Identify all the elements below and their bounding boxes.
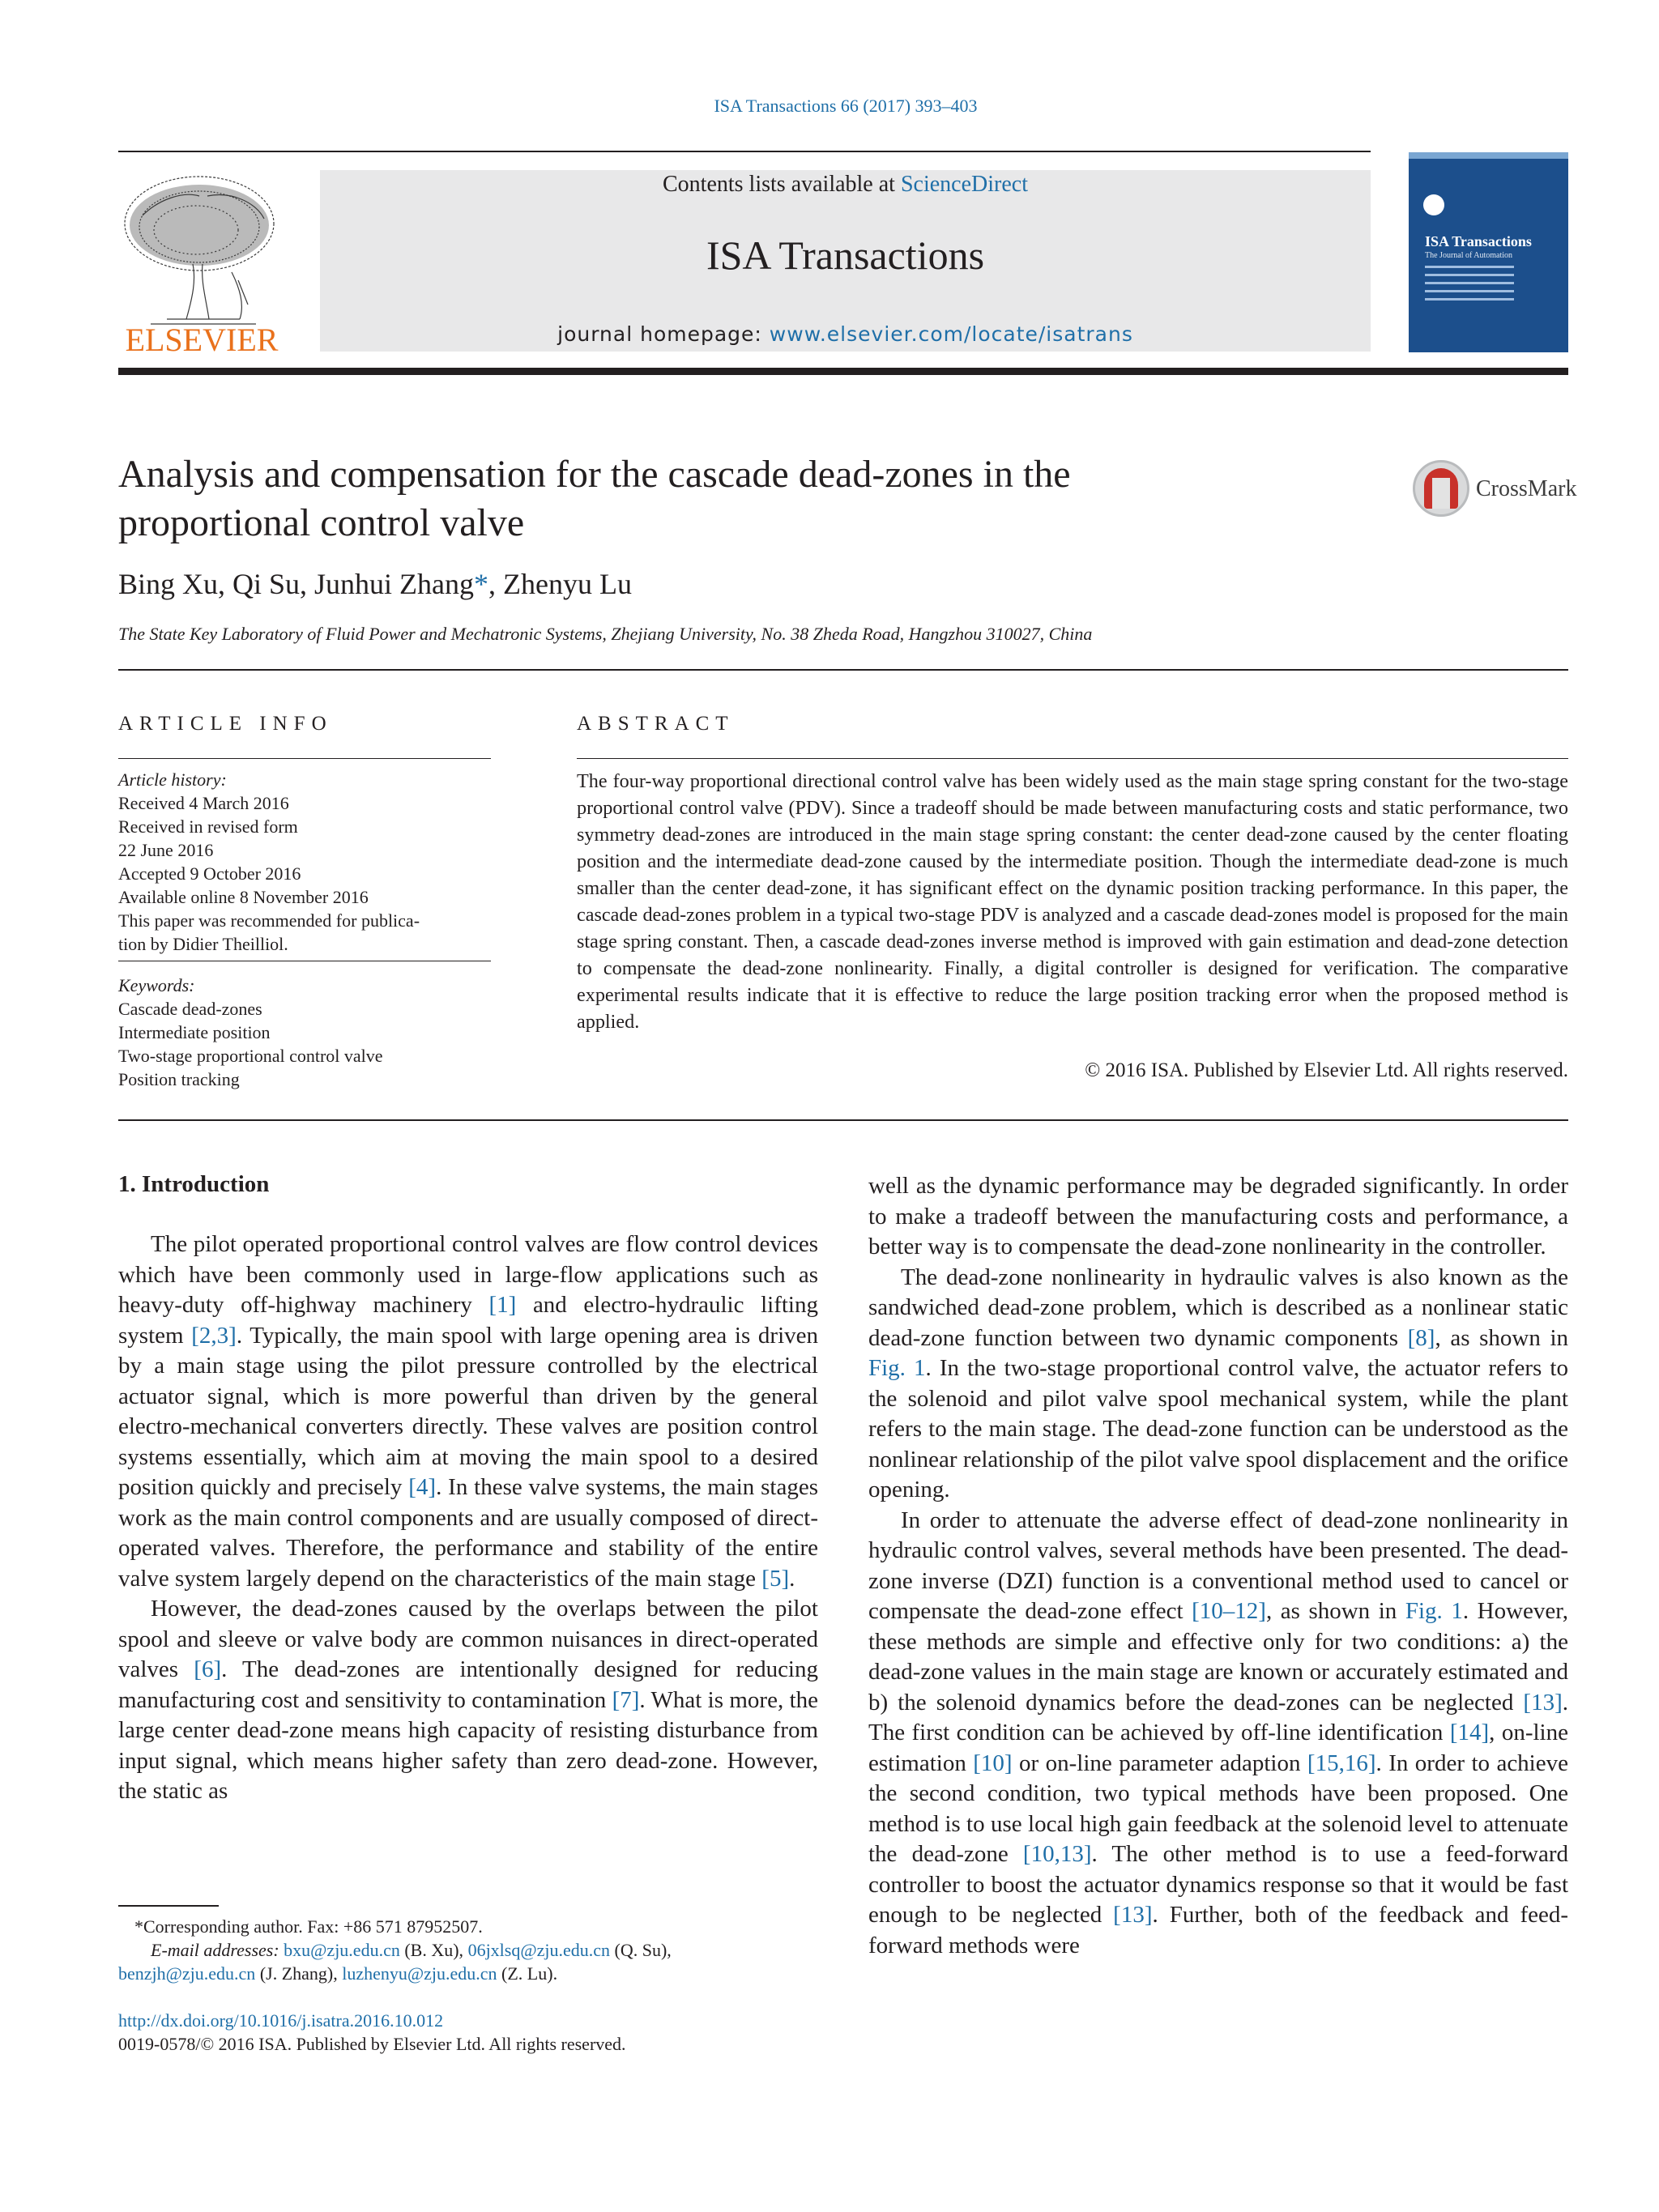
reference-link[interactable]: [2,3] [191, 1322, 237, 1349]
abstract-heading: ABSTRACT [577, 713, 735, 735]
reference-link[interactable]: [8] [1407, 1324, 1435, 1351]
article-title [118, 450, 1333, 548]
text-run: . What is more, the large center dead-zone means high capacity of resisting disturbance from input signal, which means higher safety than zero dead-zone. However, the static as [118, 1686, 819, 1804]
keyword: Two-stage proportional control valve [118, 1046, 383, 1066]
paragraph [118, 1230, 818, 1594]
corresponding-text: Corresponding author. Fax: +86 571 87952507. [143, 1916, 483, 1937]
text-run: . The other method is to use a feed-forward controller to boost the actuator dynamics response so that it would be fast enough to be neglected [868, 1841, 1569, 1928]
journal-cover-thumbnail[interactable] [1409, 152, 1568, 352]
title-line-2: proportional control valve [118, 501, 525, 544]
footnote-emails-cont [118, 1962, 847, 1985]
text-run: . Further, both of the feedback and feed-forward methods were [868, 1902, 1568, 1958]
reference-link[interactable]: [13] [1113, 1902, 1153, 1928]
history-item: Received 4 March 2016 [118, 793, 289, 813]
cover-band [1409, 152, 1568, 159]
paragraph [868, 1263, 1568, 1506]
text-run: . The dead-zones are intentionally designed for reducing manufacturing cost and sensitivity to contamination [118, 1656, 818, 1713]
header-divider [118, 669, 1568, 671]
reference-link[interactable]: [10–12] [1192, 1598, 1266, 1624]
article-info-heading: ARTICLE INFO [118, 713, 333, 735]
text-run: . Typically, the main spool with large opening area is driven by a main stage using the pilot pressure controlled by the electrical actuator signal, which is more powerful than driven by the general electro-mechanical converters directly. These valves are position control systems essentially, which aim at moving the main spool to a desired position quickly and precisely [118, 1322, 819, 1500]
email-owner: (B. Xu), [399, 1940, 468, 1960]
text-run: . However, these methods are simple and effective only for two conditions: a) the dead-zone values in the main stage are known or accurately estimated and b) the solenoid dynamics before the dead-zones can be neglected [868, 1598, 1569, 1715]
reference-link[interactable]: [13] [1523, 1689, 1563, 1715]
reference-link[interactable]: [15,16] [1307, 1750, 1376, 1776]
keyword: Position tracking [118, 1069, 240, 1089]
reference-link[interactable]: [1] [488, 1292, 517, 1318]
text-run: The pilot operated proportional control valves are flow control devices which have been commonly used in large-flow applications such as heavy-duty off-highway machinery [118, 1231, 818, 1318]
reference-link[interactable]: [10] [973, 1750, 1013, 1776]
reference-link[interactable]: Fig. 1 [868, 1355, 926, 1381]
abstract-text: The four-way proportional directional control valve has been widely used as the main stage spring constant for the two-stage proportional control valve (PDV). Since a tradeoff should be made between manufacturing costs and static performance, two symmetry dead-zones are introduced in the main stage spring constant: the center dead-zone caused by the center floating position and the intermediate dead-zone caused by the intermediate position. Though the intermediate dead-zone is much smaller than the center dead-zone, it has significant effect on the dynamic position tracking performance. In this paper, the cascade dead-zones problem in a typical two-stage PDV is analyzed and a cascade dead-zones model is proposed for the main stage spring constant. Then, a cascade dead-zones inverse method is improved with gain estimation and dead-zone detection to compensate the dead-zone nonlinearity. Finally, a digital controller is designed for verification. The comparative experimental results indicate that it is effective to reduce the large position tracking error when the proposed method is applied. [577, 770, 1568, 1033]
reference-link[interactable]: [5] [761, 1565, 790, 1592]
history-label: Article history: [118, 769, 227, 790]
paragraph [868, 1171, 1568, 1263]
crossmark-label: CrossMark [1476, 476, 1577, 501]
issn-line: 0019-0578/© 2016 ISA. Published by Elsevier Ltd. All rights reserved. [118, 2034, 626, 2054]
text-run: and electro-hydraulic lifting system [118, 1292, 818, 1349]
email-link[interactable]: 06jxlsq@zju.edu.cn [467, 1940, 611, 1960]
reference-link[interactable]: [6] [194, 1656, 222, 1682]
email-owner: (Z. Lu). [497, 1963, 558, 1984]
history-item: 22 June 2016 [118, 840, 214, 860]
text-run: well as the dynamic performance may be degraded significantly. In order to make a tradeoff between the manufacturing costs and performance, a better way is to compensate the dead-zone nonlinearity in the controller. [868, 1173, 1568, 1259]
abstract-bottom-divider [118, 1119, 1568, 1121]
journal-citation[interactable]: ISA Transactions 66 (2017) 393–403 [714, 96, 978, 116]
sciencedirect-link[interactable]: ScienceDirect [900, 172, 1028, 197]
authors-text: Bing Xu, Qi Su, Junhui Zhang [118, 568, 475, 600]
footnote-mark: * [134, 1916, 143, 1937]
email-owner: (J. Zhang), [255, 1963, 343, 1984]
paragraph [868, 1506, 1568, 1962]
contents-prefix: Contents lists available at [663, 172, 901, 197]
email-owner: (Q. Su), [610, 1940, 672, 1960]
history-item: Accepted 9 October 2016 [118, 863, 301, 884]
reference-link[interactable]: [4] [408, 1474, 437, 1500]
homepage-prefix: journal homepage: [557, 322, 770, 346]
reference-link[interactable]: [10,13] [1022, 1841, 1092, 1867]
email-link[interactable]: luzhenyu@zju.edu.cn [342, 1963, 497, 1984]
paragraph [118, 1594, 818, 1807]
contents-available-line [320, 172, 1371, 198]
crossmark-button[interactable] [1413, 460, 1577, 522]
keywords [118, 974, 491, 1091]
text-run: . The first condition can be achieved by off-line identification [868, 1689, 1568, 1745]
abstract-copyright: © 2016 ISA. Published by Elsevier Ltd. All rights reserved. [1085, 1059, 1568, 1081]
footnote-rule [118, 1905, 219, 1907]
journal-homepage-link[interactable]: www.elsevier.com/locate/isatrans [769, 322, 1133, 346]
email-label: E-mail addresses: [151, 1940, 279, 1960]
cover-text-lines [1425, 266, 1514, 306]
body-column-right [868, 1171, 1568, 1961]
reference-link[interactable]: [7] [612, 1686, 640, 1713]
reference-link[interactable]: [14] [1449, 1720, 1490, 1745]
history-item: Available online 8 November 2016 [118, 887, 369, 907]
footnote-corresponding [118, 1915, 847, 1938]
cover-title: ISA Transactions [1425, 233, 1532, 249]
email-link[interactable]: bxu@zju.edu.cn [284, 1940, 400, 1960]
title-line-1: Analysis and compensation for the cascade dead-zones in the [118, 453, 1071, 496]
doi-link[interactable]: http://dx.doi.org/10.1016/j.isatra.2016.10.012 [118, 2010, 444, 2031]
text-run: or on-line parameter adaption [1012, 1750, 1307, 1776]
history-item: tion by Didier Theilliol. [118, 934, 288, 954]
masthead-bottom-rule [118, 368, 1568, 375]
text-run: . In order to achieve the second condition, two typical methods have been proposed. One method is to use local high gain feedback at the solenoid level to attenuate the dead-zone [868, 1750, 1568, 1867]
text-run: . [789, 1565, 795, 1592]
masthead-top-rule [118, 151, 1371, 152]
keyword: Intermediate position [118, 1022, 271, 1042]
journal-name: ISA Transactions [706, 232, 985, 278]
journal-homepage-line [320, 322, 1371, 346]
abstract-rule [577, 758, 1568, 759]
cover-subtitle: The Journal of Automation [1425, 251, 1513, 260]
text-run: The dead-zone nonlinearity in hydraulic valves is also known as the sandwiched dead-zone problem, which is described as a nonlinear static dead-zone function between two dynamic components [868, 1264, 1568, 1351]
history-item: Received in revised form [118, 816, 298, 837]
text-run: , as shown in [1265, 1598, 1405, 1624]
text-run: , as shown in [1435, 1324, 1569, 1351]
keywords-label: Keywords: [118, 975, 195, 995]
corresponding-author-mark[interactable]: * [474, 568, 489, 600]
footnote-emails [118, 1938, 880, 1962]
author-list [118, 567, 632, 601]
isa-logo-icon [1423, 194, 1444, 215]
article-info-rule [118, 758, 491, 759]
elsevier-wordmark: ELSEVIER [125, 322, 279, 358]
reference-link[interactable]: Fig. 1 [1405, 1598, 1463, 1624]
body-column-left [118, 1230, 818, 1807]
text-run: , on-line estimation [868, 1720, 1568, 1776]
text-run: However, the dead-zones caused by the overlaps between the pilot spool and sleeve or valve body are common nuisances in direct-operated valves [118, 1596, 818, 1682]
text-run: . In these valve systems, the main stages work as the main control components and are usually composed of direct-operated valves. Therefore, the performance and stability of the entire valve system largely depend on the characteristics of the main stage [118, 1474, 818, 1592]
doi-line [118, 2009, 847, 2032]
article-history [118, 768, 491, 956]
section-heading-introduction: 1. Introduction [118, 1171, 270, 1197]
authors-text-last: , Zhenyu Lu [488, 568, 632, 600]
affiliation: The State Key Laboratory of Fluid Power and Mechatronic Systems, Zhejiang University, No. 38 Zheda Road, Hangzhou 310027, China [118, 624, 1093, 644]
email-link[interactable]: benzjh@zju.edu.cn [118, 1963, 256, 1984]
text-run: In order to attenuate the adverse effect of dead-zone nonlinearity in hydraulic control valves, several methods have been presented. The dead-zone inverse (DZI) function is a conventional method used to cancel or compensate the dead-zone effect [868, 1507, 1568, 1624]
history-item: This paper was recommended for publica- [118, 910, 420, 931]
crossmark-icon-mark [1432, 478, 1450, 509]
text-run: . In the two-stage proportional control valve, the actuator refers to the solenoid and pilot valve spool mechanical system, while the plant refers to the main stage. The dead-zone function can be understood as the nonlinear relationship of the pilot valve spool displacement and the orifice opening. [868, 1355, 1568, 1502]
keyword: Cascade dead-zones [118, 999, 262, 1019]
